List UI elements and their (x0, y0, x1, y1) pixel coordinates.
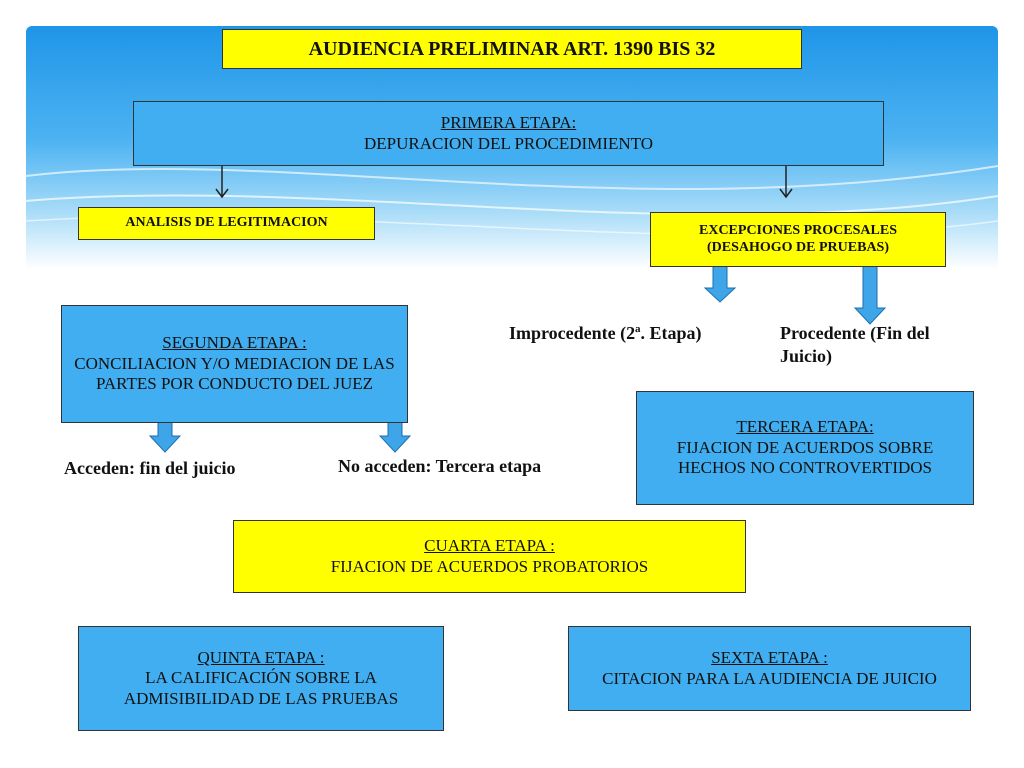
segunda-etapa-head: SEGUNDA ETAPA : (162, 333, 307, 353)
quinta-etapa-head: QUINTA ETAPA : (197, 647, 325, 667)
cuarta-etapa-box (233, 520, 746, 593)
segunda-etapa-body: CONCILIACION Y/O MEDIACION DE LAS PARTES POR CONDUCTO DEL JUEZ (74, 353, 395, 394)
block-arrow-procedente (855, 266, 885, 324)
tercera-etapa-body: FIJACION DE ACUERDOS SOBRE HECHOS NO CONTROVERTIDOS (676, 437, 934, 478)
segunda-etapa-box (61, 305, 408, 423)
improcedente-text: Improcedente (2ª. Etapa) (509, 323, 702, 343)
quinta-etapa-box (78, 626, 444, 731)
block-arrow-improcedente (705, 266, 735, 302)
analisis-legitimacion-box (78, 207, 375, 240)
sexta-etapa-head: SEXTA ETAPA : (711, 648, 828, 668)
procedente-label (780, 322, 980, 369)
tercera-etapa-box (636, 391, 974, 505)
sexta-etapa-body: CITACION PARA LA AUDIENCIA DE JUICIO (602, 668, 937, 688)
excepciones-line2: (DESAHOGO DE PRUEBAS) (706, 239, 890, 255)
primera-etapa-body: DEPURACION DEL PROCEDIMIENTO (364, 133, 653, 153)
no-acceden-text: No acceden: Tercera etapa (338, 456, 542, 476)
excepciones-line1: EXCEPCIONES PROCESALES (699, 222, 897, 238)
cuarta-etapa-head: CUARTA ETAPA : (424, 536, 555, 556)
primera-etapa-head: PRIMERA ETAPA: (440, 113, 577, 133)
thin-arrow-left (216, 166, 228, 197)
procedente-text: Procedente (Fin del Juicio) (780, 323, 930, 367)
sexta-etapa-box (568, 626, 971, 711)
cuarta-etapa-body: FIJACION DE ACUERDOS PROBATORIOS (330, 556, 649, 576)
analisis-legitimacion-text: ANALISIS DE LEGITIMACION (125, 215, 328, 231)
tercera-etapa-head: TERCERA ETAPA: (736, 417, 874, 437)
improcedente-label (509, 322, 702, 345)
quinta-etapa-body: LA CALIFICACIÓN SOBRE LA ADMISIBILIDAD DE LAS PRUEBAS (123, 668, 399, 708)
acceden-text: Acceden: fin del juicio (64, 458, 236, 478)
no-acceden-label (338, 455, 541, 478)
thin-arrow-right (780, 166, 792, 197)
excepciones-procesales-box (650, 212, 946, 267)
title-text: AUDIENCIA PRELIMINAR ART. 1390 BIS 32 (308, 38, 716, 60)
primera-etapa-box (133, 101, 884, 166)
diagram-title (222, 29, 802, 69)
acceden-label (64, 457, 235, 480)
